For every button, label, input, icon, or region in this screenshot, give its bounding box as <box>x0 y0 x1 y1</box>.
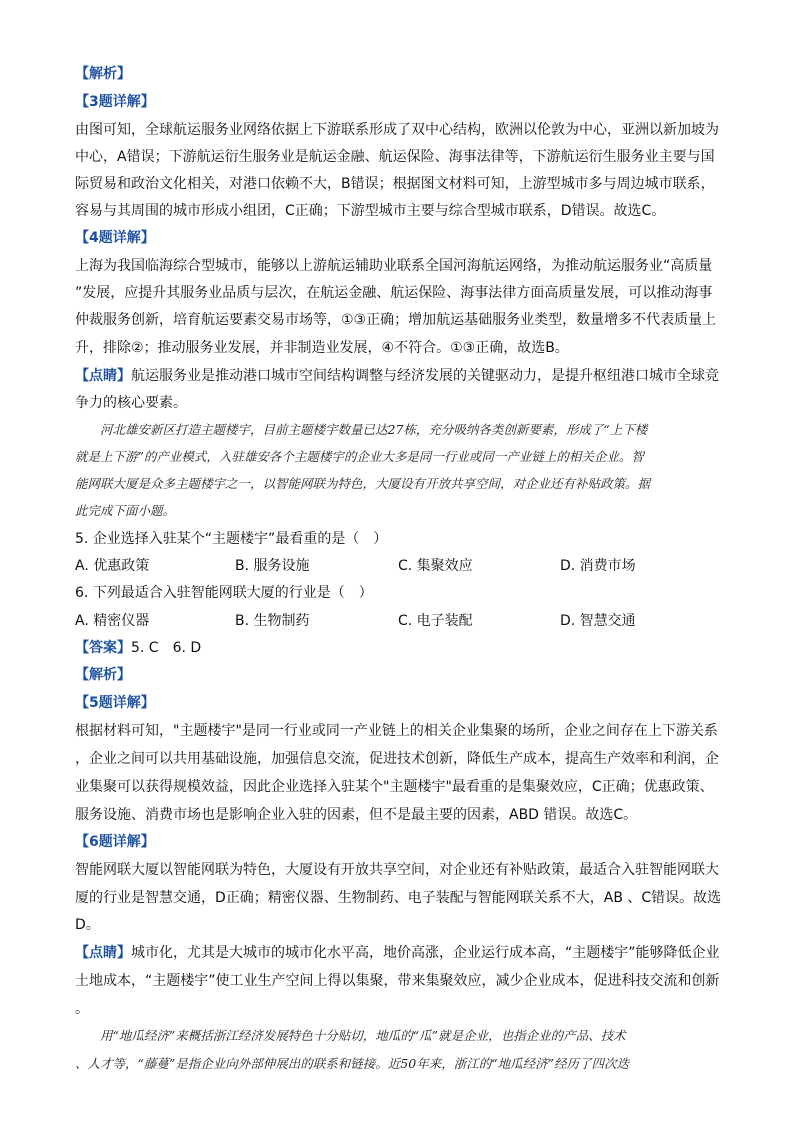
q6-option-d: D. 智慧交通 <box>560 613 636 629</box>
material-line: 河北雄安新区打造主题楼宇，目前主题楼宇数量已达27栋，充分吸纳各类创新要素，形成了“上下楼 <box>100 422 648 437</box>
q6-text-line: 厦的行业是智慧交通，D正确；精密仪器、生物制药、电子装配与智能网联关系不大，AB 、C错误。故选 <box>75 890 722 906</box>
q3-text-line: 由图可知，全球航运服务业网络依据上下游联系形成了双中心结构，欧洲以伦敦为中心，亚洲以新加坡为 <box>75 122 719 138</box>
q5-text-line: 业集聚可以获得规模效益，因此企业选择入驻某个"主题楼宇"最看重的是集聚效应，C正确；优惠政策、 <box>75 779 714 795</box>
q4-text-line: ”发展，应提升其服务业品质与层次，在航运金融、航运保险、海事法律方面高质量发展，可以推动海事 <box>75 285 713 301</box>
q5-stem: 5. 企业选择入驻某个“主题楼宇”最看重的是（ ） <box>75 531 388 547</box>
analysis-heading: 【解析】 <box>75 667 131 683</box>
q3-detail-label: 3题详解 <box>89 94 141 110</box>
q4-text-line: 升，排除②；推动服务业发展，并非制造业发展，④不符合。①③正确，故选B。 <box>75 340 569 356</box>
highlight-text-line: 航运服务业是推动港口城市空间结构调整与经济发展的关键驱动力，是提升枢纽港口城市全球竞 <box>131 368 719 384</box>
highlight-text-line: 城市化，尤其是大城市的城市化水平高，地价高涨，企业运行成本高，“主题楼宇”能够降低企业 <box>131 945 720 961</box>
q3-detail-heading: 【3题详解】 <box>75 94 155 110</box>
analysis-heading: 【解析】 <box>75 66 131 82</box>
q5-text-line: 服务设施、消费市场也是影响企业入驻的因素，但不是最主要的因素，ABD 错误。故选C。 <box>75 807 638 823</box>
q6-options <box>75 611 725 631</box>
material-line: 、人才等，“藤蔓”是指企业向外部伸展出的联系和链接。近50年来，浙江的“地瓜经济”经历了四次迭 <box>75 1056 629 1071</box>
q5-text-line: 根据材料可知，"主题楼宇"是同一行业或同一产业链上的相关企业集聚的场所，企业之间存在上下游关系 <box>75 723 718 739</box>
q6-text-line: 智能网联大厦以智能网联为特色，大厦设有开放共享空间，对企业还有补贴政策，最适合入驻智能网联大 <box>75 862 719 878</box>
highlight-text-line: 争力的核心要素。 <box>75 395 187 411</box>
q6-detail-heading: 【6题详解】 <box>75 834 155 850</box>
material-line: 能网联大厦是众多主题楼宇之一，以智能网联为特色，大厦设有开放共享空间，对企业还有补贴政策。据 <box>75 476 651 491</box>
analysis-label: 解析 <box>89 66 117 82</box>
q6-text-line: D。 <box>75 917 100 933</box>
q3-text-line: 中心，A错误；下游航运衍生服务业是航运金融、航运保险、海事法律等，下游航运衍生服务业主要与国 <box>75 149 715 165</box>
analysis-label: 解析 <box>89 667 117 683</box>
q6-option-a: A. 精密仪器 <box>75 613 150 629</box>
q6-detail-label: 6题详解 <box>89 834 141 850</box>
answer-line: 【答案】5. C 6. D <box>75 640 202 656</box>
q6-option-c: C. 电子装配 <box>398 613 473 629</box>
answer-label: 答案 <box>89 640 117 656</box>
q4-text-line: 仲裁服务创新，培育航运要素交易市场等，①③正确；增加航运基础服务业类型，数量增多不代表质量上 <box>75 312 717 328</box>
q6-stem: 6. 下列最适合入驻智能网联大厦的行业是（ ） <box>75 585 373 601</box>
q5-text-line: ，企业之间可以共用基础设施，加强信息交流，促进技术创新，降低生产成本，提高生产效率和利润，企 <box>75 751 719 767</box>
q5-detail-label: 5题详解 <box>89 695 141 711</box>
q4-detail-heading: 【4题详解】 <box>75 230 155 246</box>
highlight-label: 点睛 <box>89 368 117 384</box>
q5-options <box>75 556 725 576</box>
q5-option-c: C. 集聚效应 <box>398 558 473 574</box>
highlight-text-line: 。 <box>75 1001 89 1017</box>
highlight-label: 点睛 <box>89 945 117 961</box>
q3-text-line: 容易与其周围的城市形成小组团，C正确；下游型城市主要与综合型城市联系，D错误。故选C。 <box>75 203 666 219</box>
highlight-paragraph: 【点睛】航运服务业是推动港口城市空间结构调整与经济发展的关键驱动力，是提升枢纽港口城市全球竞 <box>75 368 719 384</box>
material-line: 就是上下游”的产业模式，入驻雄安各个主题楼宇的企业大多是同一行业或同一产业链上的相关企业。智 <box>75 449 644 464</box>
q5-option-b: B. 服务设施 <box>235 558 310 574</box>
q5-option-a: A. 优惠政策 <box>75 558 150 574</box>
material-line: 此完成下面小题。 <box>75 503 176 518</box>
highlight-paragraph: 【点睛】城市化，尤其是大城市的城市化水平高，地价高涨，企业运行成本高，“主题楼宇”能够降低企业 <box>75 945 720 961</box>
q3-text-line: 际贸易和政治文化相关，对港口依赖不大，B错误；根据图文材料可知，上游型城市多与周边城市联系， <box>75 176 715 192</box>
answer-value: 5. C 6. D <box>131 640 202 656</box>
highlight-text-line: 土地成本，“主题楼宇”使工业生产空间上得以集聚，带来集聚效应，减少企业成本，促进科技交流和创新 <box>75 973 720 989</box>
q5-option-d: D. 消费市场 <box>560 558 636 574</box>
q6-option-b: B. 生物制药 <box>235 613 310 629</box>
q4-detail-label: 4题详解 <box>89 230 141 246</box>
material-line: 用“地瓜经济”来概括浙江经济发展特色十分贴切，地瓜的“瓜”就是企业，也指企业的产品、技术 <box>100 1028 626 1043</box>
q4-text-line: 上海为我国临海综合型城市，能够以上游航运辅助业联系全国河海航运网络，为推动航运服务业“高质量 <box>75 258 713 274</box>
q5-detail-heading: 【5题详解】 <box>75 695 155 711</box>
